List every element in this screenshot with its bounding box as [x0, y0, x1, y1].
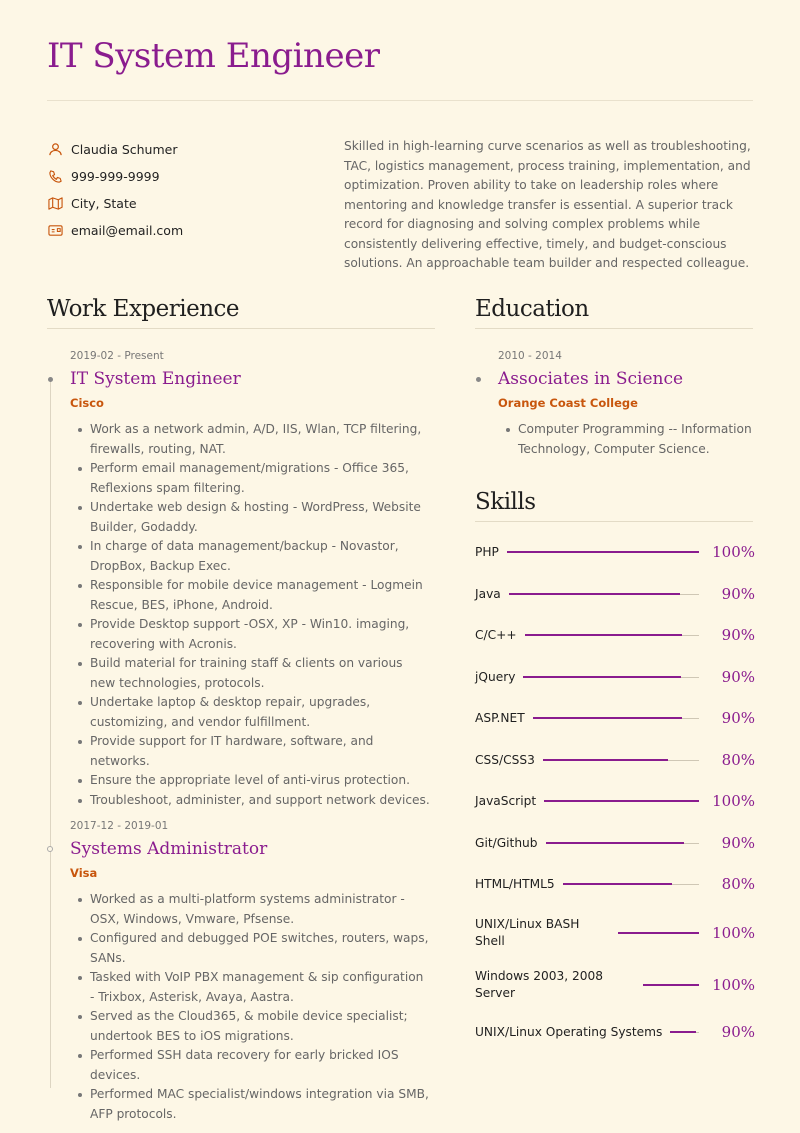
skill-bar-fill	[670, 1031, 696, 1033]
skill-bar-fill	[509, 593, 680, 595]
skill-bar	[670, 1032, 699, 1033]
skill-bar	[523, 677, 699, 678]
job-bullet: Undertake web design & hosting - WordPress, Website Builder, Godaddy.	[90, 498, 430, 537]
contact-list	[47, 136, 317, 244]
skill-percent: 90%	[721, 834, 755, 852]
contact-phone-text: 999-999-9999	[71, 169, 160, 184]
job-bullet: Troubleshoot, administer, and support network devices.	[90, 791, 430, 811]
skill-percent: 90%	[721, 585, 755, 603]
job-bullet: Undertake laptop & desktop repair, upgrades, customizing, and vendor fulfillment.	[90, 693, 430, 732]
skill-bar	[544, 801, 699, 802]
contact-phone	[47, 163, 317, 190]
skill-bar-fill	[563, 883, 672, 885]
job-company: Visa	[70, 866, 98, 880]
job-date: 2017-12 - 2019-01	[70, 820, 169, 832]
skill-bar	[533, 718, 699, 719]
contact-location	[47, 190, 317, 217]
job-bullet-list	[70, 890, 430, 1124]
job-bullet: Responsible for mobile device management - Logmein Rescue, BES, iPhone, Android.	[90, 576, 430, 615]
skills-heading: Skills	[475, 489, 536, 515]
map-icon	[47, 196, 63, 212]
contact-email-text: email@email.com	[71, 223, 184, 238]
skill-bar	[546, 843, 699, 844]
skill-name: jQuery	[475, 669, 516, 684]
header-divider	[47, 100, 753, 101]
skill-row	[475, 668, 755, 686]
job-bullet: In charge of data management/backup - Novastor, DropBox, Backup Exec.	[90, 537, 430, 576]
mail-icon	[47, 223, 63, 239]
skill-name: HTML/HTML5	[475, 876, 555, 891]
education-degree: Associates in Science	[498, 369, 684, 389]
job-bullet: Served as the Cloud365, & mobile device specialist; undertook BES to iOS migrations.	[90, 1007, 430, 1046]
skill-bar	[643, 985, 699, 986]
skill-name: Windows 2003, 2008 Server	[475, 969, 604, 1000]
skills-heading-divider	[475, 521, 753, 522]
contact-location-text: City, State	[71, 196, 137, 211]
skill-bar-fill	[525, 634, 682, 636]
job-entry	[70, 350, 430, 810]
timeline-line	[50, 380, 51, 1088]
skill-row	[475, 1023, 755, 1041]
skill-bar-fill	[543, 759, 668, 761]
job-bullet: Tasked with VoIP PBX management & sip configuration - Trixbox, Asterisk, Avaya, Aastra.	[90, 968, 430, 1007]
skill-bar-fill	[618, 932, 699, 934]
education-dot	[476, 377, 481, 382]
job-bullet: Work as a network admin, A/D, IIS, Wlan, TCP filtering, firewalls, routing, NAT.	[90, 420, 430, 459]
skill-bar	[507, 552, 699, 553]
skill-row	[475, 875, 755, 893]
skill-row	[475, 751, 755, 769]
contact-email	[47, 217, 317, 244]
job-bullet: Build material for training staff & clients on various new technologies, protocols.	[90, 654, 430, 693]
education-heading-divider	[475, 328, 753, 329]
skill-percent: 90%	[721, 626, 755, 644]
education-heading: Education	[475, 296, 589, 322]
skill-name: Git/Github	[475, 835, 538, 850]
skill-name: C/C++	[475, 627, 517, 642]
skill-bar-fill	[533, 717, 683, 719]
skill-name: PHP	[475, 544, 499, 559]
job-bullet: Provide support for IT hardware, software, and networks.	[90, 732, 430, 771]
skill-bar-fill	[523, 676, 681, 678]
skill-percent: 100%	[712, 543, 755, 561]
skill-row	[475, 968, 755, 1002]
skill-percent: 100%	[712, 792, 755, 810]
skill-bar	[563, 884, 699, 885]
education-date: 2010 - 2014	[498, 350, 562, 362]
skill-percent: 90%	[721, 709, 755, 727]
education-bullet-list	[498, 420, 758, 459]
job-company: Cisco	[70, 396, 104, 410]
skill-bar-fill	[643, 984, 699, 986]
skill-name: UNIX/Linux BASH Shell	[475, 917, 580, 948]
skill-row	[475, 792, 755, 810]
job-bullet: Ensure the appropriate level of anti-virus protection.	[90, 771, 430, 791]
skill-bar	[525, 635, 699, 636]
skill-name: CSS/CSS3	[475, 752, 535, 767]
skill-name: Java	[475, 586, 501, 601]
skill-bar-fill	[546, 842, 684, 844]
work-experience-heading: Work Experience	[47, 296, 240, 322]
job-bullet: Provide Desktop support -OSX, XP - Win10. imaging, recovering with Acronis.	[90, 615, 430, 654]
contact-name	[47, 136, 317, 163]
skill-percent: 90%	[721, 668, 755, 686]
phone-icon	[47, 169, 63, 185]
job-bullet: Configured and debugged POE switches, routers, waps, SANs.	[90, 929, 430, 968]
job-bullet: Performed SSH data recovery for early bricked IOS devices.	[90, 1046, 430, 1085]
person-icon	[47, 142, 63, 158]
skill-name: ASP.NET	[475, 710, 525, 725]
education-entry	[498, 350, 758, 459]
skill-row	[475, 916, 755, 950]
skill-percent: 90%	[721, 1023, 755, 1041]
skill-bar-fill	[507, 551, 699, 553]
job-role: Systems Administrator	[70, 839, 268, 859]
job-bullet: Performed MAC specialist/windows integration via SMB, AFP protocols.	[90, 1085, 430, 1124]
skill-percent: 100%	[712, 976, 755, 994]
skill-percent: 80%	[721, 875, 755, 893]
skill-bar	[618, 933, 699, 934]
skill-name: JavaScript	[475, 793, 537, 808]
job-bullet: Perform email management/migrations - Office 365, Reflexions spam filtering.	[90, 459, 430, 498]
timeline-dot	[47, 846, 53, 852]
skill-percent: 80%	[721, 751, 755, 769]
skill-bar-fill	[544, 800, 699, 802]
skill-bar	[543, 760, 699, 761]
job-date: 2019-02 - Present	[70, 350, 164, 362]
job-entry	[70, 820, 430, 1124]
timeline-dot	[48, 377, 53, 382]
page-title: IT System Engineer	[47, 36, 380, 76]
education-bullet: Computer Programming -- Information Technology, Computer Science.	[518, 420, 758, 459]
work-heading-divider	[47, 328, 435, 329]
skill-bar	[509, 594, 699, 595]
job-bullet: Worked as a multi-platform systems administrator -OSX, Windows, Vmware, Pfsense.	[90, 890, 430, 929]
summary-text: Skilled in high-learning curve scenarios as well as troubleshooting, TAC, logistics management, process training, implementation, and optimization. Proven ability to take on leadership roles where mentoring and knowledge transfer is essential. A superior track record for diagnosing and solving complex problems while consistently delivering effective, timely, and budget-conscious solutions. An approachable team builder and respected colleague.	[344, 139, 751, 270]
skill-row	[475, 834, 755, 852]
skill-row	[475, 626, 755, 644]
skill-row	[475, 585, 755, 603]
education-school: Orange Coast College	[498, 396, 638, 410]
skill-name: UNIX/Linux Operating Systems	[475, 1024, 663, 1039]
skill-row	[475, 709, 755, 727]
skill-row	[475, 543, 755, 561]
job-role: IT System Engineer	[70, 369, 241, 389]
contact-name-text: Claudia Schumer	[71, 142, 178, 157]
job-bullet-list	[70, 420, 430, 810]
skill-percent: 100%	[712, 924, 755, 942]
